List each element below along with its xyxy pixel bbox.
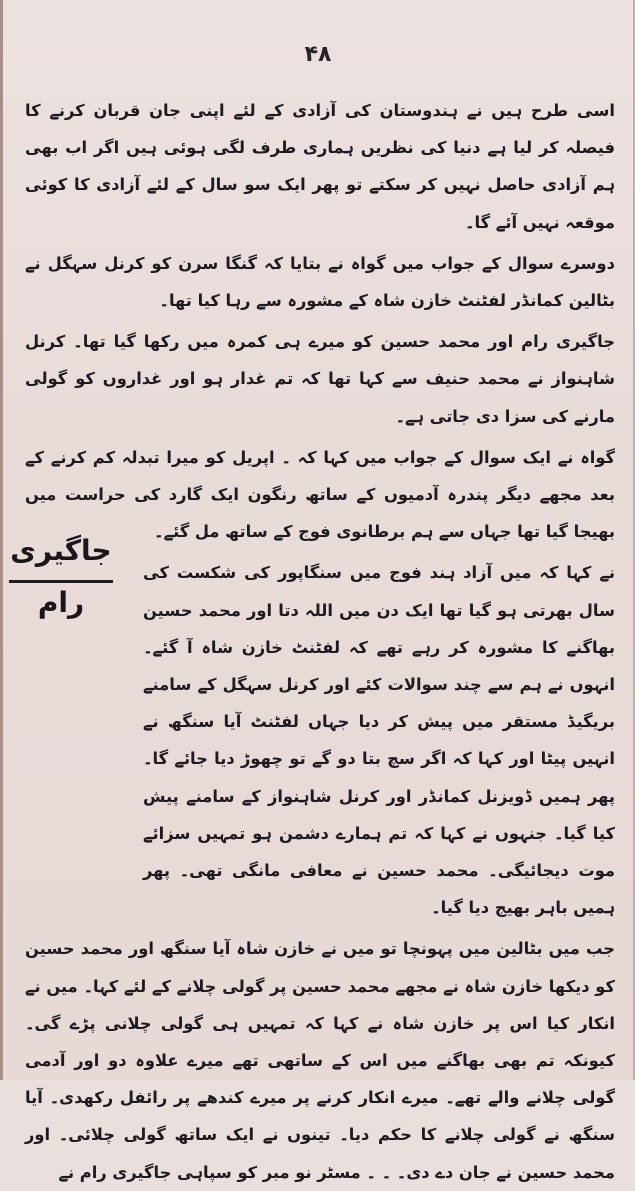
paragraph-4: گواہ نے ایک سوال کے جواب میں کہا کہ ۔ اپریل کو میرا تبدلہ کم کرنے کے بعد مجھے دیگر پندرہ آدمیوں کے ساتھ رنگون ایک گارد کی حراست میں بھیجا گیا تھا جہاں سے ہم برطانوی فوج کے ساتھ مل گئے۔ xyxy=(25,447,615,542)
paragraph-1: اسی طرح ہیں نے ہندوستان کی آزادی کے لئے اپنی جان قربان کرنے کا فیصلہ کر لیا ہے دنیا کی نظریں ہماری طرف لگی ہوئی ہیں اگر اب بھی ہم آزادی حاصل نہیں کر سکتے تو پھر ایک سو سال کے لئے آزادی کا کوئی موقعہ نہیں آئے گا۔ xyxy=(25,101,615,232)
page-number: ۴۸ xyxy=(304,42,332,67)
section-heading: جاگیری رام xyxy=(9,525,113,583)
paragraph-3: جاگیری رام اور محمد حسین کو میرے ہی کمرہ میں رکھا گیا تھا۔ کرنل شاہنواز نے محمد حنیف سے کہا تھا کہ تم غدار ہو اور غداروں کو گولی مارنے کی سزا دی جاتی ہے۔ xyxy=(25,332,615,426)
paragraph-2: دوسرے سوال کے جواب میں گواہ نے بتایا کہ گنگا سرن کو کرنل سہگل نے بٹالین کمانڈر لفٹنٹ خازن شاہ کے مشورہ سے رہا کیا تھا۔ xyxy=(25,253,615,311)
paragraph-5: نے کہا کہ میں آزاد ہند فوج میں سنگاپور کی شکست کی سال بھرتی ہو گیا تھا ایک دن میں اللہ دتا اور محمد حسین بھاگنے کا مشورہ کر رہے تھے کہ لفٹنٹ خازن شاہ آ گئے۔ انہوں نے ہم سے چند سوالات کئے اور کرنل سہگل کے سامنے بریگیڈ مستقر میں پیش کر دیا جہاں لفٹنٹ آیا سنگھ نے انہیں پیٹا اور کہا کہ اگر سچ بتا دو گے تو چھوڑ دیا جائے گا۔ پھر ہمیں ڈویزنل کمانڈر اور کرنل شاہنواز کے سامنے پیش کیا گیا۔ جنہوں نے کہا کہ تم ہمارے دشمن ہو تمہیں سزائے موت دیجائیگی۔ محمد حسین نے معافی مانگی تھی۔ پھر ہمیں باہر بھیج دیا گیا۔ xyxy=(143,563,615,918)
paragraph-6: جب میں بٹالین میں پہونچا تو میں نے خازن شاہ آیا سنگھ اور محمد حسین کو دیکھا خازن شاہ نے مجھے محمد حسین پر گولی چلانے کے لئے کہا۔ میں نے انکار کیا اس پر خازن شاہ نے کہا کہ تمہیں ہی گولی چلانی پڑے گی۔ کیونکہ تم بھی بھاگنے میں اس کے ساتھی تھے میرے علاوہ دو اور آدمی گولی چلانے والے تھے۔ میرے انکار کرنے پر میرے کندھے پر رائفل رکھدی۔ آیا سنگھ نے گولی چلانے کا حکم دیا۔ تینوں نے ایک ساتھ گولی چلائی۔ اور محمد حسین نے جان دے دی۔ ۔ ۔ مسٹر نو مبر کو سپاہی جاگیری رام نے xyxy=(25,939,615,1182)
body-text xyxy=(25,92,615,1191)
